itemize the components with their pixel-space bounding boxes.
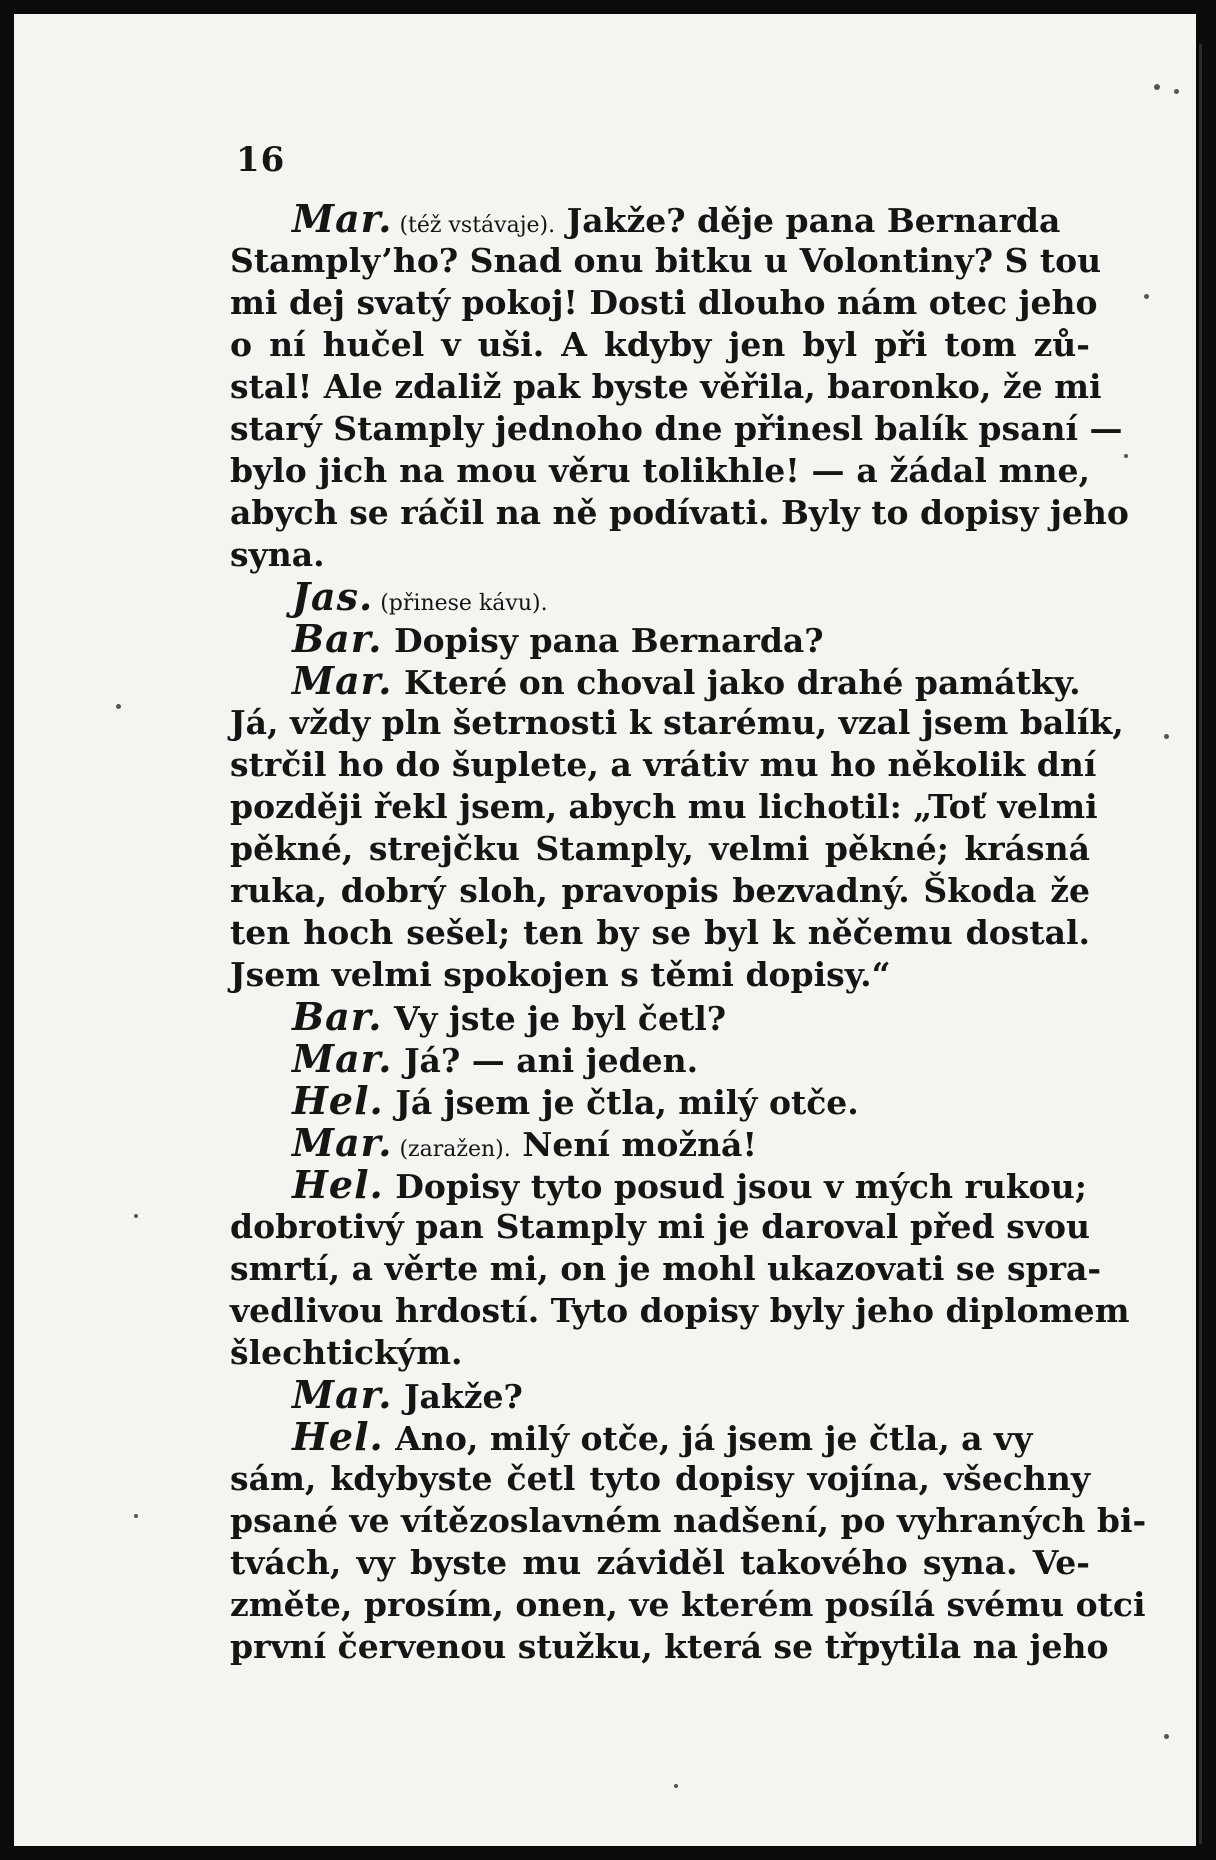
text-line: změte, prosím, onen, ve kterém posílá svému otci	[230, 1585, 1146, 1624]
speech-line	[230, 1416, 1090, 1458]
text-line: stal! Ale zdaliž pak byste věřila, baronko, že mi	[230, 367, 1102, 406]
speech-text: Dopisy pana Bernarda?	[382, 621, 824, 660]
text-line: ruka, dobrý sloh, pravopis bezvadný. Škoda že	[230, 871, 1090, 910]
text-line: ten hoch sešel; ten by se byl k něčemu dostal.	[230, 913, 1090, 952]
speech-text: Ano, milý otče, já jsem je čtla, a vy	[383, 1419, 1033, 1458]
page-text	[230, 196, 1147, 1668]
book-page	[14, 14, 1196, 1846]
text-line: strčil ho do šuplete, a vrátiv mu ho několik dní	[230, 745, 1097, 784]
stage-direction: (zaražen).	[392, 1137, 511, 1162]
speech-text: Jakže?	[392, 1377, 523, 1416]
speaker-name: Mar.	[292, 1120, 393, 1165]
speech-line	[230, 996, 1090, 1038]
stage-direction: (též vstávaje).	[392, 213, 556, 238]
text-line: tvách, vy byste mu záviděl takového syna. Ve-	[230, 1543, 1090, 1582]
speech-line	[230, 1122, 1090, 1164]
speaker-name: Hel.	[292, 1078, 384, 1123]
speaker-name: Bar.	[292, 616, 383, 661]
text-line: psané ve vítězoslavném nadšení, po vyhraných bi-	[230, 1501, 1147, 1540]
text-line: mi dej svatý pokoj! Dosti dlouho nám otec jeho	[230, 283, 1098, 322]
speech-text: Které on choval jako drahé památky.	[392, 663, 1081, 702]
speech-text: Já jsem je čtla, milý otče.	[383, 1083, 859, 1122]
text-line: o ní hučel v uši. A kdyby jen byl při tom zů-	[230, 325, 1090, 364]
text-line: starý Stamply jednoho dne přinesl balík psaní —	[230, 409, 1123, 448]
speech-text: Já? — ani jeden.	[392, 1041, 699, 1080]
speech-text: Dopisy tyto posud jsou v mých rukou;	[383, 1167, 1087, 1206]
text-line: Jsem velmi spokojen s těmi dopisy.“	[230, 955, 891, 994]
speech-line	[230, 1038, 1090, 1080]
speaker-name: Jas.	[292, 574, 374, 619]
speaker-name: Mar.	[292, 658, 393, 703]
text-line: Já, vždy pln šetrnosti k starému, vzal jsem balík,	[230, 703, 1124, 742]
speech-line	[230, 660, 1090, 702]
speaker-name: Bar.	[292, 994, 383, 1039]
speech-line	[230, 198, 1090, 240]
text-line: pěkné, strejčku Stamply, velmi pěkné; krásná	[230, 829, 1090, 868]
page-edge-line	[1199, 44, 1202, 1844]
text-line: dobrotivý pan Stamply mi je daroval před svou	[230, 1207, 1090, 1246]
text-line: Stamply’ho? Snad onu bitku u Volontiny? S tou	[230, 241, 1102, 280]
text-line: šlechtickým.	[230, 1333, 463, 1372]
page-number: 16	[236, 140, 286, 180]
speech-text: Není možná!	[510, 1125, 757, 1164]
speech-line	[230, 1374, 1090, 1416]
speaker-name: Mar.	[292, 1372, 393, 1417]
speech-text: Vy jste je byl četl?	[382, 999, 727, 1038]
text-line: bylo jich na mou věru tolikhle! — a žádal mne,	[230, 451, 1090, 490]
text-line: později řekl jsem, abych mu lichotil: „Toť velmi	[230, 787, 1098, 826]
text-line: sám, kdybyste četl tyto dopisy vojína, všechny	[230, 1459, 1090, 1498]
stage-direction: (přinese kávu).	[373, 591, 548, 616]
text-line: první červenou stužku, která se třpytila na jeho	[230, 1627, 1109, 1666]
speaker-name: Mar.	[292, 1036, 393, 1081]
speech-line	[230, 1080, 1090, 1122]
text-line: smrtí, a věrte mi, on je mohl ukazovati se spra-	[230, 1249, 1102, 1288]
speech-line	[230, 576, 1090, 618]
speech-text: Jakže? děje pana Bernarda	[555, 201, 1061, 240]
speaker-name: Hel.	[292, 1162, 384, 1207]
text-line: abych se ráčil na ně podívati. Byly to dopisy jeho	[230, 493, 1129, 532]
text-line: syna.	[230, 535, 325, 574]
speaker-name: Mar.	[292, 196, 393, 241]
speech-line	[230, 1164, 1090, 1206]
speech-line	[230, 618, 1090, 660]
text-line: vedlivou hrdostí. Tyto dopisy byly jeho diplomem	[230, 1291, 1130, 1330]
speaker-name: Hel.	[292, 1414, 384, 1459]
